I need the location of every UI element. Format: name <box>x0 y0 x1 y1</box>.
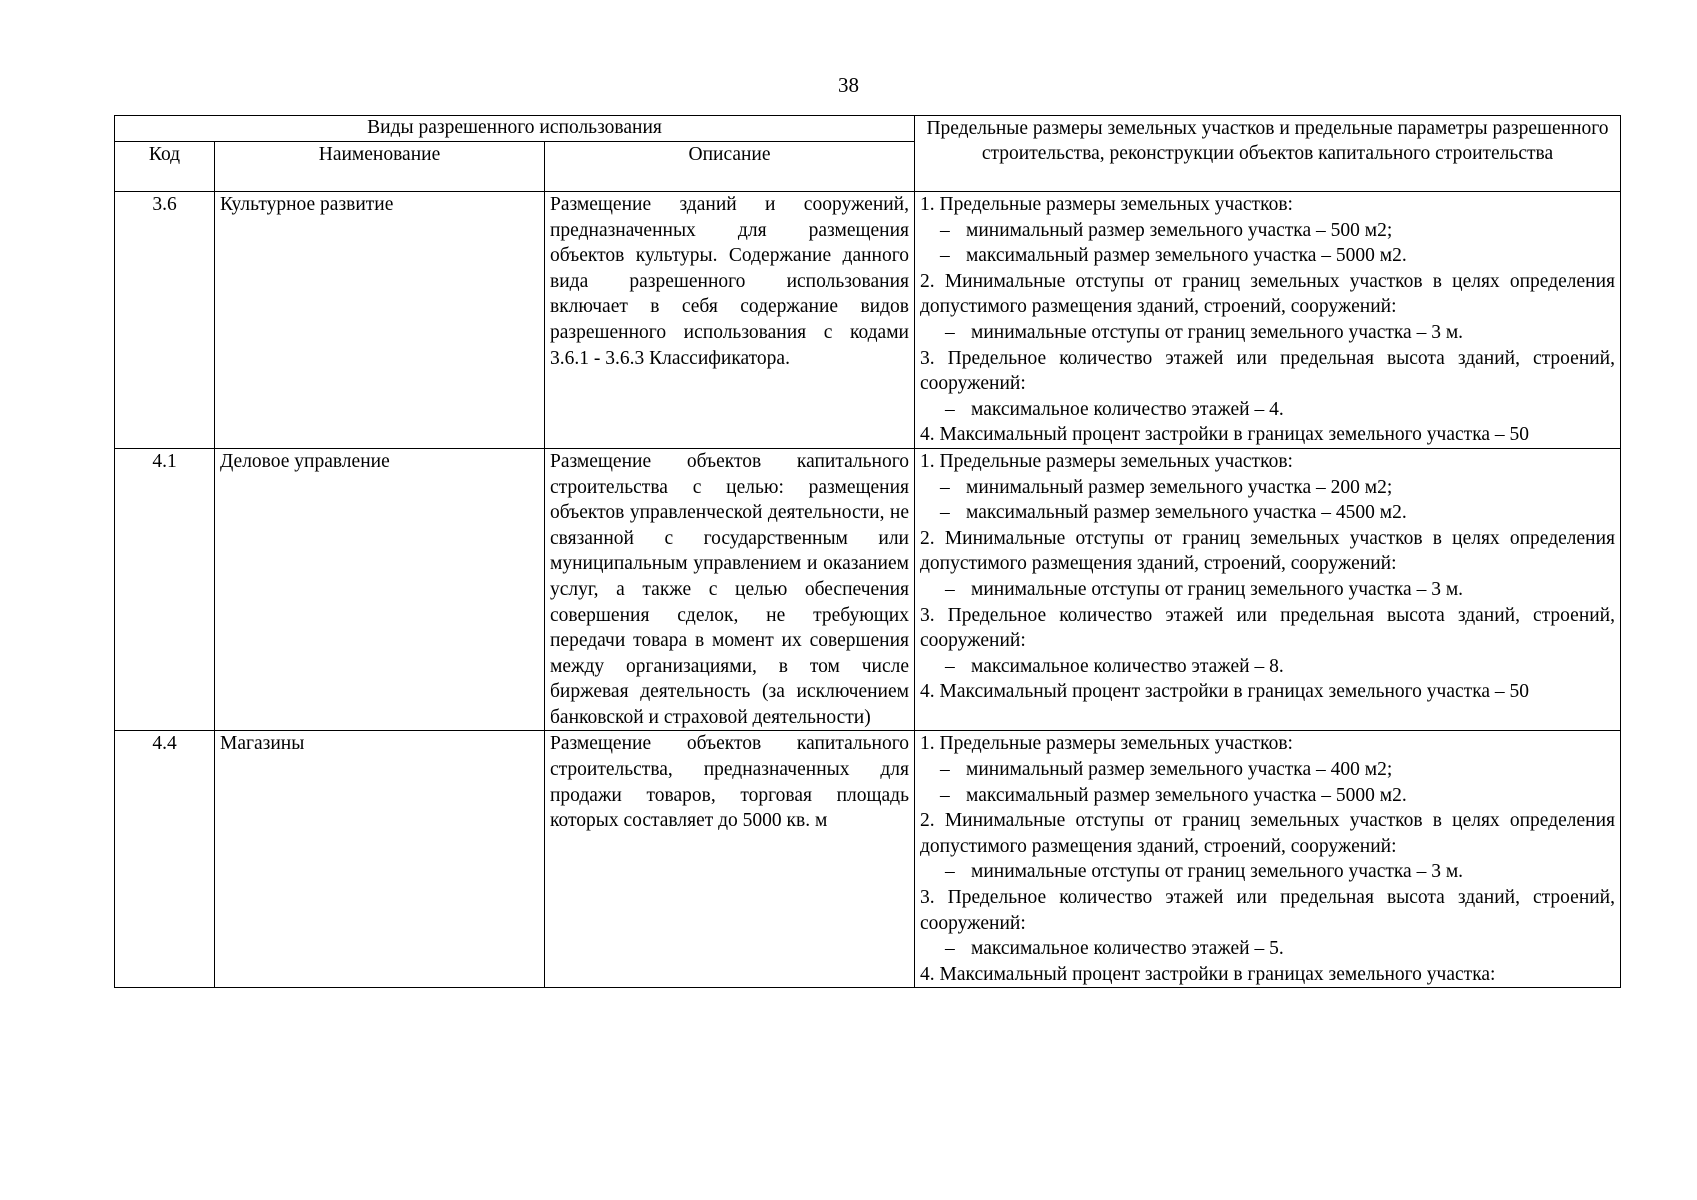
limits-item-4: 4. Максимальный процент застройки в границах земельного участка: <box>920 963 1496 985</box>
row-limits <box>915 192 1621 449</box>
limits-subitem <box>920 757 1615 783</box>
limits-item-1: 1. Предельные размеры земельных участков: <box>920 733 1293 755</box>
limits-subitem-text: минимальные отступы от границ земельного участка – 3 м. <box>971 861 1464 883</box>
limits-subitem <box>920 500 1615 526</box>
limits-subitem <box>920 936 1615 962</box>
land-use-table <box>114 115 1621 988</box>
row-code: 3.6 <box>115 192 215 449</box>
row-code: 4.4 <box>115 731 215 988</box>
limits-subitem-text: минимальный размер земельного участка – 200 м2; <box>966 476 1393 498</box>
limits-subitem <box>920 320 1615 346</box>
limits-item-3: 3. Предельное количество этажей или предельная высота зданий, строений, сооружений: <box>920 887 1615 934</box>
limits-subitem <box>920 859 1615 885</box>
table-row <box>115 731 1621 988</box>
limits-subitem-text: минимальные отступы от границ земельного участка – 3 м. <box>971 578 1464 600</box>
row-limits <box>915 448 1621 731</box>
limits-subitem <box>920 243 1615 269</box>
dash-marker: – <box>940 219 950 241</box>
limits-subitem-text: максимальный размер земельного участка – 4500 м2. <box>966 502 1407 524</box>
dash-marker: – <box>945 321 955 343</box>
limits-item-1: 1. Предельные размеры земельных участков: <box>920 450 1293 472</box>
header-code: Код <box>115 142 215 192</box>
dash-marker: – <box>940 245 950 267</box>
dash-marker: – <box>945 578 955 600</box>
limits-item-1: 1. Предельные размеры земельных участков: <box>920 194 1293 215</box>
limits-subitem-text: минимальный размер земельного участка – 500 м2; <box>966 219 1393 241</box>
dash-marker: – <box>945 655 955 677</box>
row-code: 4.1 <box>115 448 215 731</box>
page-number: 38 <box>838 73 859 97</box>
row-name: Магазины <box>215 731 545 988</box>
table-header-row <box>115 116 1621 142</box>
limits-subitem-text: минимальные отступы от границ земельного участка – 3 м. <box>971 321 1464 343</box>
limits-item-3: 3. Предельное количество этажей или предельная высота зданий, строений, сооружений: <box>920 604 1615 652</box>
dash-marker: – <box>945 861 955 883</box>
header-group-title: Виды разрешенного использования <box>115 116 915 142</box>
header-name: Наименование <box>215 142 545 192</box>
limits-subitem-text: максимальный размер земельного участка – 5000 м2. <box>966 245 1407 267</box>
limits-subitem-text: максимальное количество этажей – 8. <box>971 655 1284 677</box>
dash-marker: – <box>945 938 955 960</box>
dash-marker: – <box>945 398 955 420</box>
dash-marker: – <box>940 759 950 781</box>
row-description: Размещение зданий и сооружений, предназначенных для размещения объектов культуры. Содержание данного вида разрешенного использования включает в себя содержание видов разрешенного использования с кодами 3.6.1 - 3.6.3 Классификатора. <box>545 192 915 449</box>
limits-subitem <box>920 654 1615 680</box>
limits-item-2: 2. Минимальные отступы от границ земельных участков в целях определения допустимого размещения зданий, строений, сооружений: <box>920 810 1615 857</box>
limits-subitem <box>920 218 1615 244</box>
row-name: Деловое управление <box>215 448 545 731</box>
limits-subitem <box>920 475 1615 501</box>
limits-subitem <box>920 397 1615 423</box>
table-row <box>115 192 1621 449</box>
limits-subitem <box>920 577 1615 603</box>
limits-subitem-text: минимальный размер земельного участка – 400 м2; <box>966 759 1393 781</box>
limits-item-3: 3. Предельное количество этажей или предельная высота зданий, строений, сооружений: <box>920 347 1615 395</box>
limits-subitem-text: максимальное количество этажей – 5. <box>971 938 1284 960</box>
limits-item-2: 2. Минимальные отступы от границ земельных участков в целях определения допустимого размещения зданий, строений, сооружений: <box>920 270 1615 318</box>
limits-subitem <box>920 783 1615 809</box>
dash-marker: – <box>940 476 950 498</box>
limits-item-4: 4. Максимальный процент застройки в границах земельного участка – 50 <box>920 681 1530 703</box>
row-name: Культурное развитие <box>215 192 545 449</box>
row-limits <box>915 731 1621 988</box>
dash-marker: – <box>940 502 950 524</box>
row-description: Размещение объектов капитального строительства с целью: размещения объектов управленческой деятельности, не связанной с государственным или муниципальным управлением и оказанием услуг, а также с целью обеспечения совершения сделок, не требующих передачи товара в момент их совершения между организациями, в том числе биржевая деятельность (за исключением банковской и страховой деятельности) <box>545 448 915 731</box>
limits-subitem-text: максимальный размер земельного участка – 5000 м2. <box>966 784 1407 806</box>
header-description: Описание <box>545 142 915 192</box>
row-description: Размещение объектов капитального строительства, предназначенных для продажи товаров, торговая площадь которых составляет до 5000 кв. м <box>545 731 915 988</box>
header-limits: Предельные размеры земельных участков и предельные параметры разрешенного строительства, реконструкции объектов капитального строительства <box>915 116 1621 192</box>
dash-marker: – <box>940 784 950 806</box>
limits-item-4: 4. Максимальный процент застройки в границах земельного участка – 50 <box>920 424 1530 446</box>
table-row <box>115 448 1621 731</box>
limits-item-2: 2. Минимальные отступы от границ земельных участков в целях определения допустимого размещения зданий, строений, сооружений: <box>920 527 1615 575</box>
limits-subitem-text: максимальное количество этажей – 4. <box>971 398 1284 420</box>
